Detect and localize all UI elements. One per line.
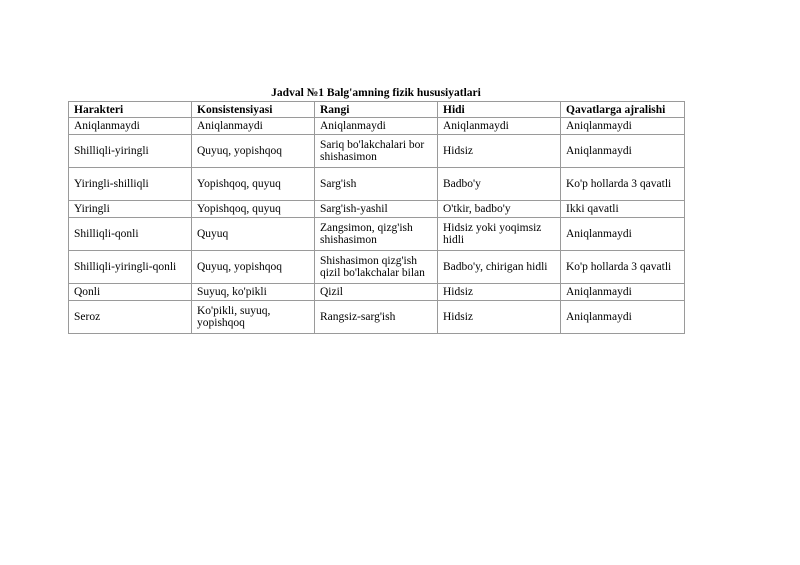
header-row bbox=[69, 102, 685, 118]
table-cell: O'tkir, badbo'y bbox=[438, 201, 561, 218]
table-cell: Ikki qavatli bbox=[561, 201, 685, 218]
table-cell: Aniqlanmaydi bbox=[69, 118, 192, 135]
table-cell: Ko'pikli, suyuq, yopishqoq bbox=[192, 301, 315, 334]
table-cell: Rangsiz-sarg'ish bbox=[315, 301, 438, 334]
table-row bbox=[69, 251, 685, 284]
table-row bbox=[69, 218, 685, 251]
table-cell: Hidsiz bbox=[438, 135, 561, 168]
table-caption: Jadval №1 Balg'amning fizik hususiyatlari bbox=[271, 87, 481, 99]
header-harakteri: Harakteri bbox=[69, 102, 192, 118]
table-cell: Hidsiz bbox=[438, 301, 561, 334]
table-cell: Yiringli bbox=[69, 201, 192, 218]
table-cell: Sarg'ish-yashil bbox=[315, 201, 438, 218]
table-row bbox=[69, 118, 685, 135]
table-cell: Quyuq, yopishqoq bbox=[192, 251, 315, 284]
table-cell: Shishasimon qizg'ish qizil bo'lakchalar bilan bbox=[315, 251, 438, 284]
table-cell: Ko'p hollarda 3 qavatli bbox=[561, 251, 685, 284]
table-cell: Hidsiz yoki yoqimsiz hidli bbox=[438, 218, 561, 251]
table-cell: Shilliqli-yiringli-qonli bbox=[69, 251, 192, 284]
table-cell: Suyuq, ko'pikli bbox=[192, 284, 315, 301]
table-cell: Aniqlanmaydi bbox=[438, 118, 561, 135]
table-row bbox=[69, 284, 685, 301]
table-cell: Aniqlanmaydi bbox=[561, 135, 685, 168]
table-cell: Ko'p hollarda 3 qavatli bbox=[561, 168, 685, 201]
table-cell: Badbo'y bbox=[438, 168, 561, 201]
header-konsistensiyasi: Konsistensiyasi bbox=[192, 102, 315, 118]
table-cell: Yiringli-shilliqli bbox=[69, 168, 192, 201]
table-cell: Qonli bbox=[69, 284, 192, 301]
table-cell: Zangsimon, qizg'ish shishasimon bbox=[315, 218, 438, 251]
table-cell: Aniqlanmaydi bbox=[561, 301, 685, 334]
table-cell: Aniqlanmaydi bbox=[561, 284, 685, 301]
table-cell: Sariq bo'lakchalari bor shishasimon bbox=[315, 135, 438, 168]
table-cell: Shilliqli-yiringli bbox=[69, 135, 192, 168]
table-row bbox=[69, 301, 685, 334]
table-cell: Sarg'ish bbox=[315, 168, 438, 201]
table-cell: Hidsiz bbox=[438, 284, 561, 301]
table-cell: Yopishqoq, quyuq bbox=[192, 168, 315, 201]
table-cell: Quyuq bbox=[192, 218, 315, 251]
table-row bbox=[69, 135, 685, 168]
sputum-properties-table bbox=[68, 101, 685, 334]
table-cell: Aniqlanmaydi bbox=[315, 118, 438, 135]
header-hidi: Hidi bbox=[438, 102, 561, 118]
table-cell: Quyuq, yopishqoq bbox=[192, 135, 315, 168]
table-cell: Qizil bbox=[315, 284, 438, 301]
table-row bbox=[69, 201, 685, 218]
table-cell: Yopishqoq, quyuq bbox=[192, 201, 315, 218]
table-cell: Aniqlanmaydi bbox=[192, 118, 315, 135]
table-cell: Seroz bbox=[69, 301, 192, 334]
table-cell: Aniqlanmaydi bbox=[561, 218, 685, 251]
table-cell: Aniqlanmaydi bbox=[561, 118, 685, 135]
table-cell: Badbo'y, chirigan hidli bbox=[438, 251, 561, 284]
header-rangi: Rangi bbox=[315, 102, 438, 118]
header-qavatlarga-ajralishi: Qavatlarga ajralishi bbox=[561, 102, 685, 118]
table-row bbox=[69, 168, 685, 201]
table-cell: Shilliqli-qonli bbox=[69, 218, 192, 251]
